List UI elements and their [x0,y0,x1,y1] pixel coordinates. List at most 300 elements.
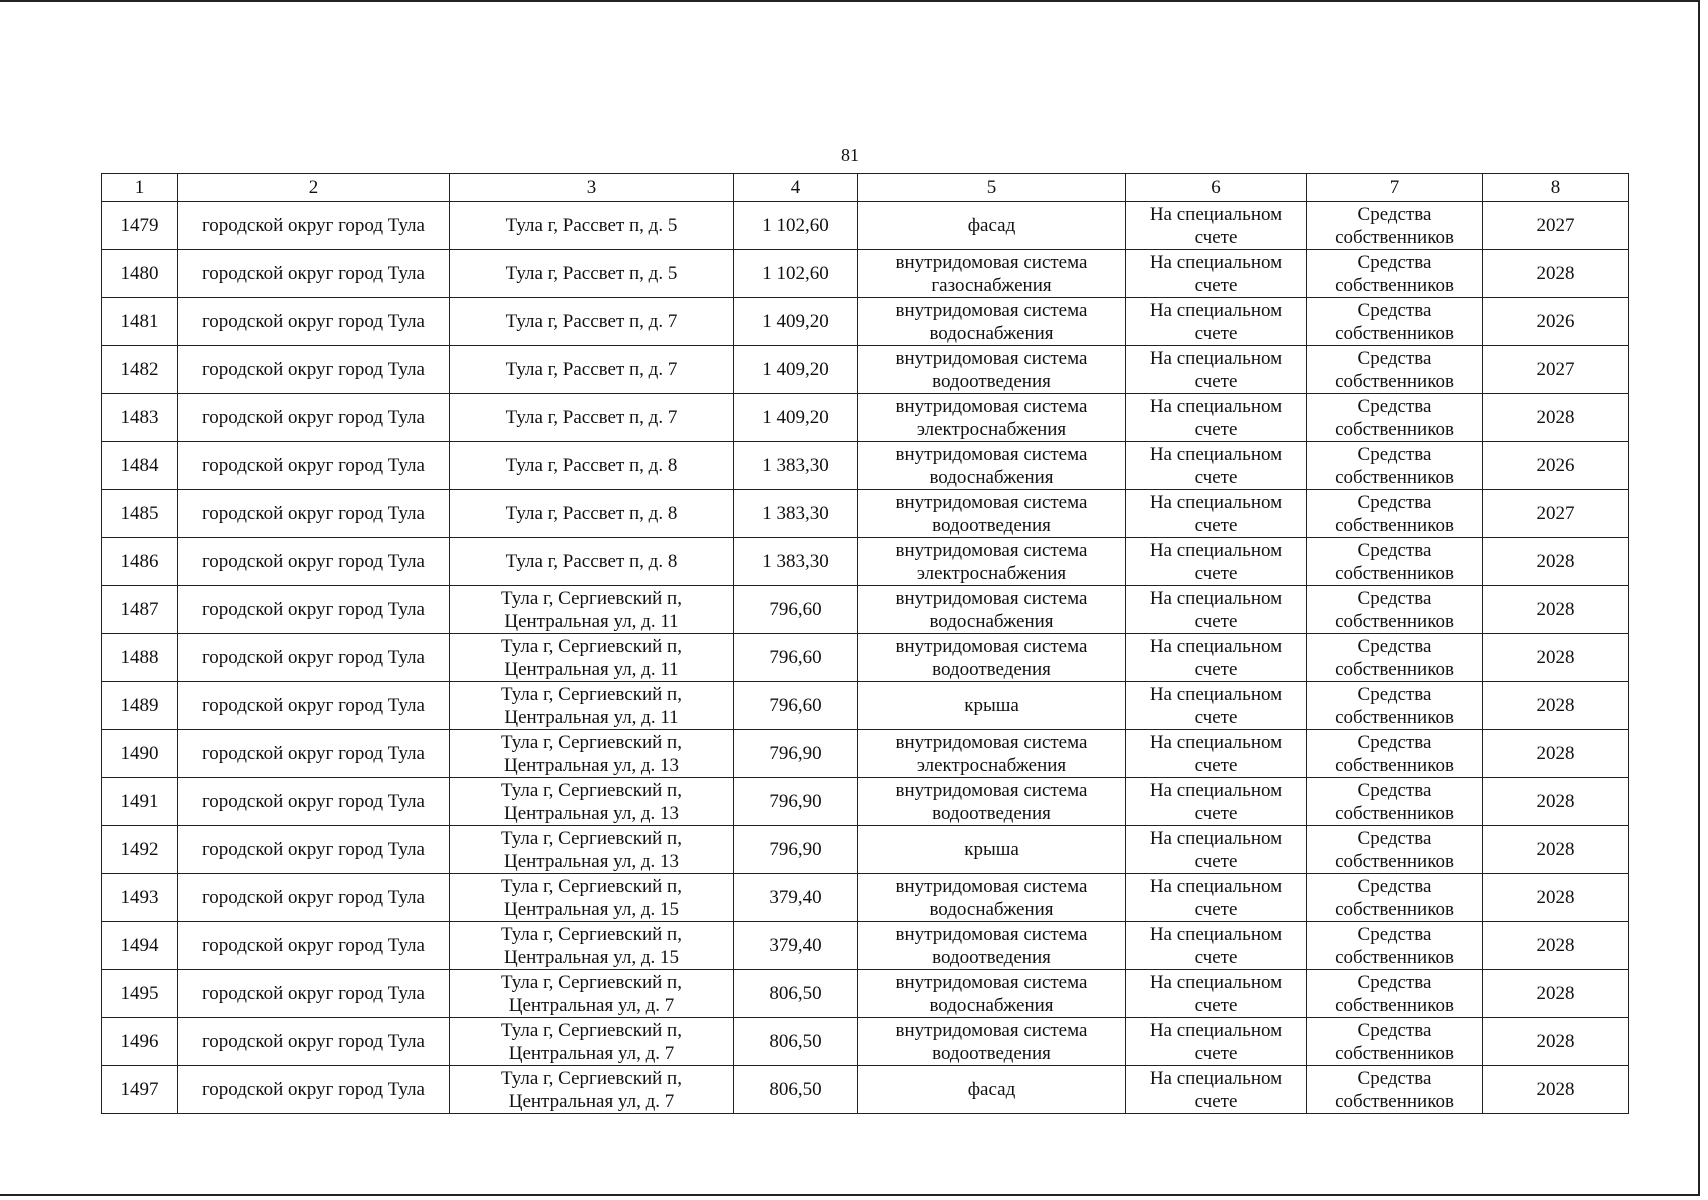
element-cell-line: водоснабжения [929,322,1054,344]
account-cell [1126,730,1307,778]
row-number-cell: 1484 [102,442,178,490]
account-cell-line: счете [1194,514,1238,536]
account-cell [1126,1066,1307,1114]
address-cell [450,922,734,970]
address-cell-line: Тула г, Рассвет п, д. 5 [505,215,678,236]
element-cell-line: внутридомовая система [895,731,1088,753]
address-cell-line: Центральная ул, д. 7 [508,1090,675,1112]
source-cell-line: Средства [1357,779,1432,801]
table-body [102,202,1629,1114]
source-cell-line: Средства [1357,683,1432,705]
address-cell [450,634,734,682]
element-cell [858,922,1126,970]
element-cell-line: водоотведения [932,514,1051,536]
address-cell [450,346,734,394]
account-cell-line: счете [1194,610,1238,632]
row-number-cell: 1490 [102,730,178,778]
column-header-6: 6 [1126,174,1307,202]
address-cell [450,586,734,634]
account-cell [1126,250,1307,298]
account-cell-line: счете [1194,658,1238,680]
source-cell-line: Средства [1357,539,1432,561]
address-cell-line: Тула г, Сергиевский п, [501,1067,682,1089]
address-cell-line: Центральная ул, д. 13 [503,754,679,776]
account-cell [1126,298,1307,346]
year-cell: 2028 [1483,1018,1629,1066]
table-row [102,922,1629,970]
account-cell-line: На специальном [1149,875,1283,897]
source-cell [1307,394,1483,442]
source-cell-line: Средства [1357,827,1432,849]
area-cell: 796,90 [734,826,858,874]
element-cell-line: водоснабжения [929,610,1054,632]
address-cell-line: Тула г, Сергиевский п, [501,875,682,897]
district-cell: городской округ город Тула [178,730,450,778]
source-cell-line: Средства [1357,395,1432,417]
source-cell-line: собственников [1335,562,1454,584]
element-cell-line: водоотведения [932,946,1051,968]
account-cell-line: На специальном [1149,827,1283,849]
element-cell-line: водоотведения [932,802,1051,824]
account-cell-line: На специальном [1149,203,1283,225]
account-cell-line: счете [1194,1042,1238,1064]
column-header-1: 1 [102,174,178,202]
account-cell-line: На специальном [1149,299,1283,321]
address-cell [450,1018,734,1066]
row-number-cell: 1495 [102,970,178,1018]
table-row [102,1018,1629,1066]
source-cell-line: собственников [1335,418,1454,440]
address-cell-line: Тула г, Сергиевский п, [501,1019,682,1041]
table-row [102,394,1629,442]
source-cell [1307,970,1483,1018]
district-cell: городской округ город Тула [178,442,450,490]
element-cell [858,682,1126,730]
source-cell-line: собственников [1335,658,1454,680]
column-header-3: 3 [450,174,734,202]
area-cell: 1 409,20 [734,298,858,346]
year-cell: 2028 [1483,586,1629,634]
district-cell: городской округ город Тула [178,1018,450,1066]
address-cell [450,250,734,298]
area-cell: 796,60 [734,634,858,682]
source-cell-line: собственников [1335,274,1454,296]
area-cell: 1 383,30 [734,442,858,490]
account-cell-line: На специальном [1149,779,1283,801]
account-cell-line: счете [1194,274,1238,296]
area-cell: 1 383,30 [734,538,858,586]
table-row [102,442,1629,490]
element-cell [858,730,1126,778]
address-cell-line: Тула г, Рассвет п, д. 8 [505,551,678,572]
address-cell-line: Тула г, Сергиевский п, [501,779,682,801]
address-cell-line: Центральная ул, д. 13 [503,850,679,872]
year-cell: 2028 [1483,394,1629,442]
account-cell-line: счете [1194,562,1238,584]
element-cell-line: фасад [967,215,1016,236]
element-cell [858,586,1126,634]
element-cell-line: водоснабжения [929,466,1054,488]
source-cell [1307,826,1483,874]
source-cell-line: Средства [1357,443,1432,465]
table-row [102,1066,1629,1114]
address-cell-line: Тула г, Рассвет п, д. 7 [505,359,678,380]
area-cell: 379,40 [734,922,858,970]
source-cell [1307,250,1483,298]
element-cell-line: внутридомовая система [895,251,1088,273]
source-cell [1307,346,1483,394]
area-cell: 1 409,20 [734,394,858,442]
table-row [102,298,1629,346]
element-cell-line: внутридомовая система [895,443,1088,465]
account-cell-line: На специальном [1149,683,1283,705]
source-cell [1307,298,1483,346]
element-cell-line: крыша [964,839,1019,860]
account-cell-line: На специальном [1149,1067,1283,1089]
address-cell [450,778,734,826]
year-cell: 2026 [1483,442,1629,490]
element-cell [858,442,1126,490]
source-cell-line: собственников [1335,514,1454,536]
column-header-2: 2 [178,174,450,202]
source-cell [1307,682,1483,730]
table-row [102,970,1629,1018]
row-number-cell: 1479 [102,202,178,250]
element-cell-line: электроснабжения [916,754,1067,776]
source-cell [1307,490,1483,538]
year-cell: 2028 [1483,970,1629,1018]
district-cell: городской округ город Тула [178,538,450,586]
address-cell-line: Тула г, Сергиевский п, [501,635,682,657]
year-cell: 2027 [1483,490,1629,538]
district-cell: городской округ город Тула [178,490,450,538]
row-number-cell: 1488 [102,634,178,682]
source-cell [1307,1018,1483,1066]
element-cell-line: внутридомовая система [895,347,1088,369]
year-cell: 2028 [1483,730,1629,778]
source-cell-line: Средства [1357,251,1432,273]
row-number-cell: 1487 [102,586,178,634]
district-cell: городской округ город Тула [178,298,450,346]
account-cell-line: счете [1194,418,1238,440]
page-number: 81 [841,145,859,165]
year-cell: 2028 [1483,682,1629,730]
account-cell [1126,586,1307,634]
district-cell: городской округ город Тула [178,874,450,922]
source-cell-line: Средства [1357,587,1432,609]
district-cell: городской округ город Тула [178,586,450,634]
source-cell-line: собственников [1335,1042,1454,1064]
account-cell-line: счете [1194,322,1238,344]
account-cell [1126,634,1307,682]
account-cell [1126,778,1307,826]
district-cell: городской округ город Тула [178,634,450,682]
year-cell: 2028 [1483,250,1629,298]
row-number-cell: 1492 [102,826,178,874]
element-cell-line: фасад [967,1079,1016,1100]
area-cell: 806,50 [734,970,858,1018]
element-cell-line: внутридомовая система [895,875,1088,897]
element-cell [858,250,1126,298]
account-cell [1126,538,1307,586]
table-row [102,730,1629,778]
area-cell: 379,40 [734,874,858,922]
account-cell [1126,346,1307,394]
address-cell-line: Тула г, Сергиевский п, [501,587,682,609]
address-cell-line: Тула г, Рассвет п, д. 7 [505,311,678,332]
area-cell: 1 102,60 [734,250,858,298]
account-cell-line: На специальном [1149,1019,1283,1041]
source-cell-line: собственников [1335,370,1454,392]
table-row [102,538,1629,586]
address-cell-line: Центральная ул, д. 7 [508,994,675,1016]
address-cell [450,730,734,778]
address-cell-line: Тула г, Сергиевский п, [501,683,682,705]
element-cell-line: внутридомовая система [895,971,1088,993]
row-number-cell: 1483 [102,394,178,442]
account-cell-line: счете [1194,850,1238,872]
element-cell-line: внутридомовая система [895,779,1088,801]
element-cell-line: электроснабжения [916,418,1067,440]
year-cell: 2028 [1483,874,1629,922]
table-row [102,250,1629,298]
address-cell-line: Центральная ул, д. 7 [508,1042,675,1064]
row-number-cell: 1481 [102,298,178,346]
source-cell-line: Средства [1357,1067,1432,1089]
element-cell [858,778,1126,826]
table-row [102,682,1629,730]
source-cell-line: Средства [1357,299,1432,321]
element-cell [858,1066,1126,1114]
element-cell-line: газоснабжения [931,274,1052,296]
address-cell-line: Тула г, Сергиевский п, [501,827,682,849]
source-cell-line: собственников [1335,898,1454,920]
element-cell-line: крыша [964,695,1019,716]
district-cell: городской округ город Тула [178,202,450,250]
account-cell [1126,874,1307,922]
account-cell [1126,394,1307,442]
source-cell-line: собственников [1335,1090,1454,1112]
row-number-cell: 1489 [102,682,178,730]
address-cell [450,202,734,250]
address-cell-line: Центральная ул, д. 11 [504,658,679,680]
element-cell-line: водоснабжения [929,898,1054,920]
account-cell-line: На специальном [1149,635,1283,657]
source-cell-line: Средства [1357,971,1432,993]
source-cell-line: собственников [1335,802,1454,824]
source-cell [1307,874,1483,922]
district-cell: городской округ город Тула [178,682,450,730]
element-cell-line: внутридомовая система [895,299,1088,321]
source-cell [1307,778,1483,826]
area-cell: 1 102,60 [734,202,858,250]
row-number-cell: 1486 [102,538,178,586]
account-cell-line: На специальном [1149,347,1283,369]
source-cell [1307,634,1483,682]
row-number-cell: 1493 [102,874,178,922]
element-cell [858,202,1126,250]
element-cell-line: внутридомовая система [895,635,1088,657]
year-cell: 2028 [1483,1066,1629,1114]
row-number-cell: 1496 [102,1018,178,1066]
account-cell [1126,970,1307,1018]
account-cell-line: На специальном [1149,395,1283,417]
account-cell [1126,442,1307,490]
area-cell: 806,50 [734,1018,858,1066]
area-cell: 1 383,30 [734,490,858,538]
source-cell-line: собственников [1335,610,1454,632]
source-cell [1307,586,1483,634]
source-cell [1307,442,1483,490]
account-cell [1126,826,1307,874]
account-cell [1126,202,1307,250]
address-cell-line: Тула г, Рассвет п, д. 7 [505,407,678,428]
source-cell-line: Средства [1357,1019,1432,1041]
account-cell [1126,490,1307,538]
source-cell-line: собственников [1335,466,1454,488]
address-cell [450,490,734,538]
year-cell: 2028 [1483,634,1629,682]
account-cell-line: счете [1194,370,1238,392]
account-cell-line: На специальном [1149,587,1283,609]
address-cell-line: Тула г, Сергиевский п, [501,923,682,945]
year-cell: 2028 [1483,538,1629,586]
district-cell: городской округ город Тула [178,394,450,442]
element-cell [858,970,1126,1018]
element-cell-line: водоснабжения [929,994,1054,1016]
area-cell: 806,50 [734,1066,858,1114]
element-cell [858,634,1126,682]
column-header-5: 5 [858,174,1126,202]
address-cell [450,1066,734,1114]
address-cell-line: Центральная ул, д. 11 [504,610,679,632]
element-cell [858,826,1126,874]
address-cell-line: Тула г, Сергиевский п, [501,731,682,753]
account-cell-line: счете [1194,226,1238,248]
district-cell: городской округ город Тула [178,826,450,874]
element-cell [858,298,1126,346]
area-cell: 796,90 [734,730,858,778]
source-cell-line: собственников [1335,946,1454,968]
table-row [102,202,1629,250]
area-cell: 796,90 [734,778,858,826]
year-cell: 2028 [1483,826,1629,874]
source-cell-line: Средства [1357,635,1432,657]
account-cell-line: На специальном [1149,971,1283,993]
account-cell-line: На специальном [1149,491,1283,513]
district-cell: городской округ город Тула [178,778,450,826]
year-cell: 2027 [1483,202,1629,250]
element-cell [858,538,1126,586]
account-cell-line: счете [1194,898,1238,920]
account-cell-line: На специальном [1149,443,1283,465]
source-cell [1307,538,1483,586]
element-cell [858,874,1126,922]
element-cell-line: внутридомовая система [895,395,1088,417]
address-cell-line: Центральная ул, д. 15 [503,946,679,968]
table-row [102,490,1629,538]
column-header-8: 8 [1483,174,1629,202]
source-cell-line: собственников [1335,322,1454,344]
source-cell-line: собственников [1335,226,1454,248]
address-cell [450,442,734,490]
account-cell [1126,682,1307,730]
address-cell-line: Тула г, Сергиевский п, [501,971,682,993]
district-cell: городской округ город Тула [178,250,450,298]
account-cell-line: На специальном [1149,539,1283,561]
source-cell [1307,922,1483,970]
area-cell: 796,60 [734,682,858,730]
account-cell-line: счете [1194,994,1238,1016]
row-number-cell: 1497 [102,1066,178,1114]
district-cell: городской округ город Тула [178,922,450,970]
table-row [102,778,1629,826]
source-cell-line: Средства [1357,491,1432,513]
element-cell-line: внутридомовая система [895,491,1088,513]
account-cell-line: На специальном [1149,731,1283,753]
year-cell: 2028 [1483,922,1629,970]
element-cell-line: водоотведения [932,1042,1051,1064]
element-cell-line: водоотведения [932,658,1051,680]
source-cell-line: Средства [1357,923,1432,945]
address-cell-line: Тула г, Рассвет п, д. 5 [505,263,678,284]
source-cell-line: собственников [1335,754,1454,776]
column-header-7: 7 [1307,174,1483,202]
address-cell-line: Тула г, Рассвет п, д. 8 [505,503,678,524]
table-row [102,586,1629,634]
district-cell: городской округ город Тула [178,346,450,394]
element-cell [858,1018,1126,1066]
account-cell-line: На специальном [1149,251,1283,273]
source-cell-line: собственников [1335,706,1454,728]
column-header-4: 4 [734,174,858,202]
table-row [102,634,1629,682]
account-cell-line: счете [1194,802,1238,824]
address-cell [450,298,734,346]
district-cell: городской округ город Тула [178,1066,450,1114]
source-cell [1307,202,1483,250]
account-cell [1126,1018,1307,1066]
row-number-cell: 1480 [102,250,178,298]
account-cell-line: счете [1194,946,1238,968]
source-cell-line: Средства [1357,203,1432,225]
element-cell [858,394,1126,442]
account-cell-line: счете [1194,754,1238,776]
row-number-cell: 1491 [102,778,178,826]
source-cell-line: собственников [1335,994,1454,1016]
address-cell [450,970,734,1018]
row-number-cell: 1485 [102,490,178,538]
account-cell-line: На специальном [1149,923,1283,945]
table-header-row [102,174,1629,202]
element-cell-line: внутридомовая система [895,539,1088,561]
address-cell-line: Центральная ул, д. 11 [504,706,679,728]
account-cell-line: счете [1194,466,1238,488]
district-cell: городской округ город Тула [178,970,450,1018]
element-cell-line: электроснабжения [916,562,1067,584]
address-cell [450,538,734,586]
year-cell: 2028 [1483,778,1629,826]
source-cell-line: Средства [1357,347,1432,369]
source-cell-line: Средства [1357,875,1432,897]
year-cell: 2027 [1483,346,1629,394]
account-cell-line: счете [1194,1090,1238,1112]
element-cell [858,346,1126,394]
source-cell-line: собственников [1335,850,1454,872]
account-cell-line: счете [1194,706,1238,728]
year-cell: 2026 [1483,298,1629,346]
source-cell [1307,1066,1483,1114]
